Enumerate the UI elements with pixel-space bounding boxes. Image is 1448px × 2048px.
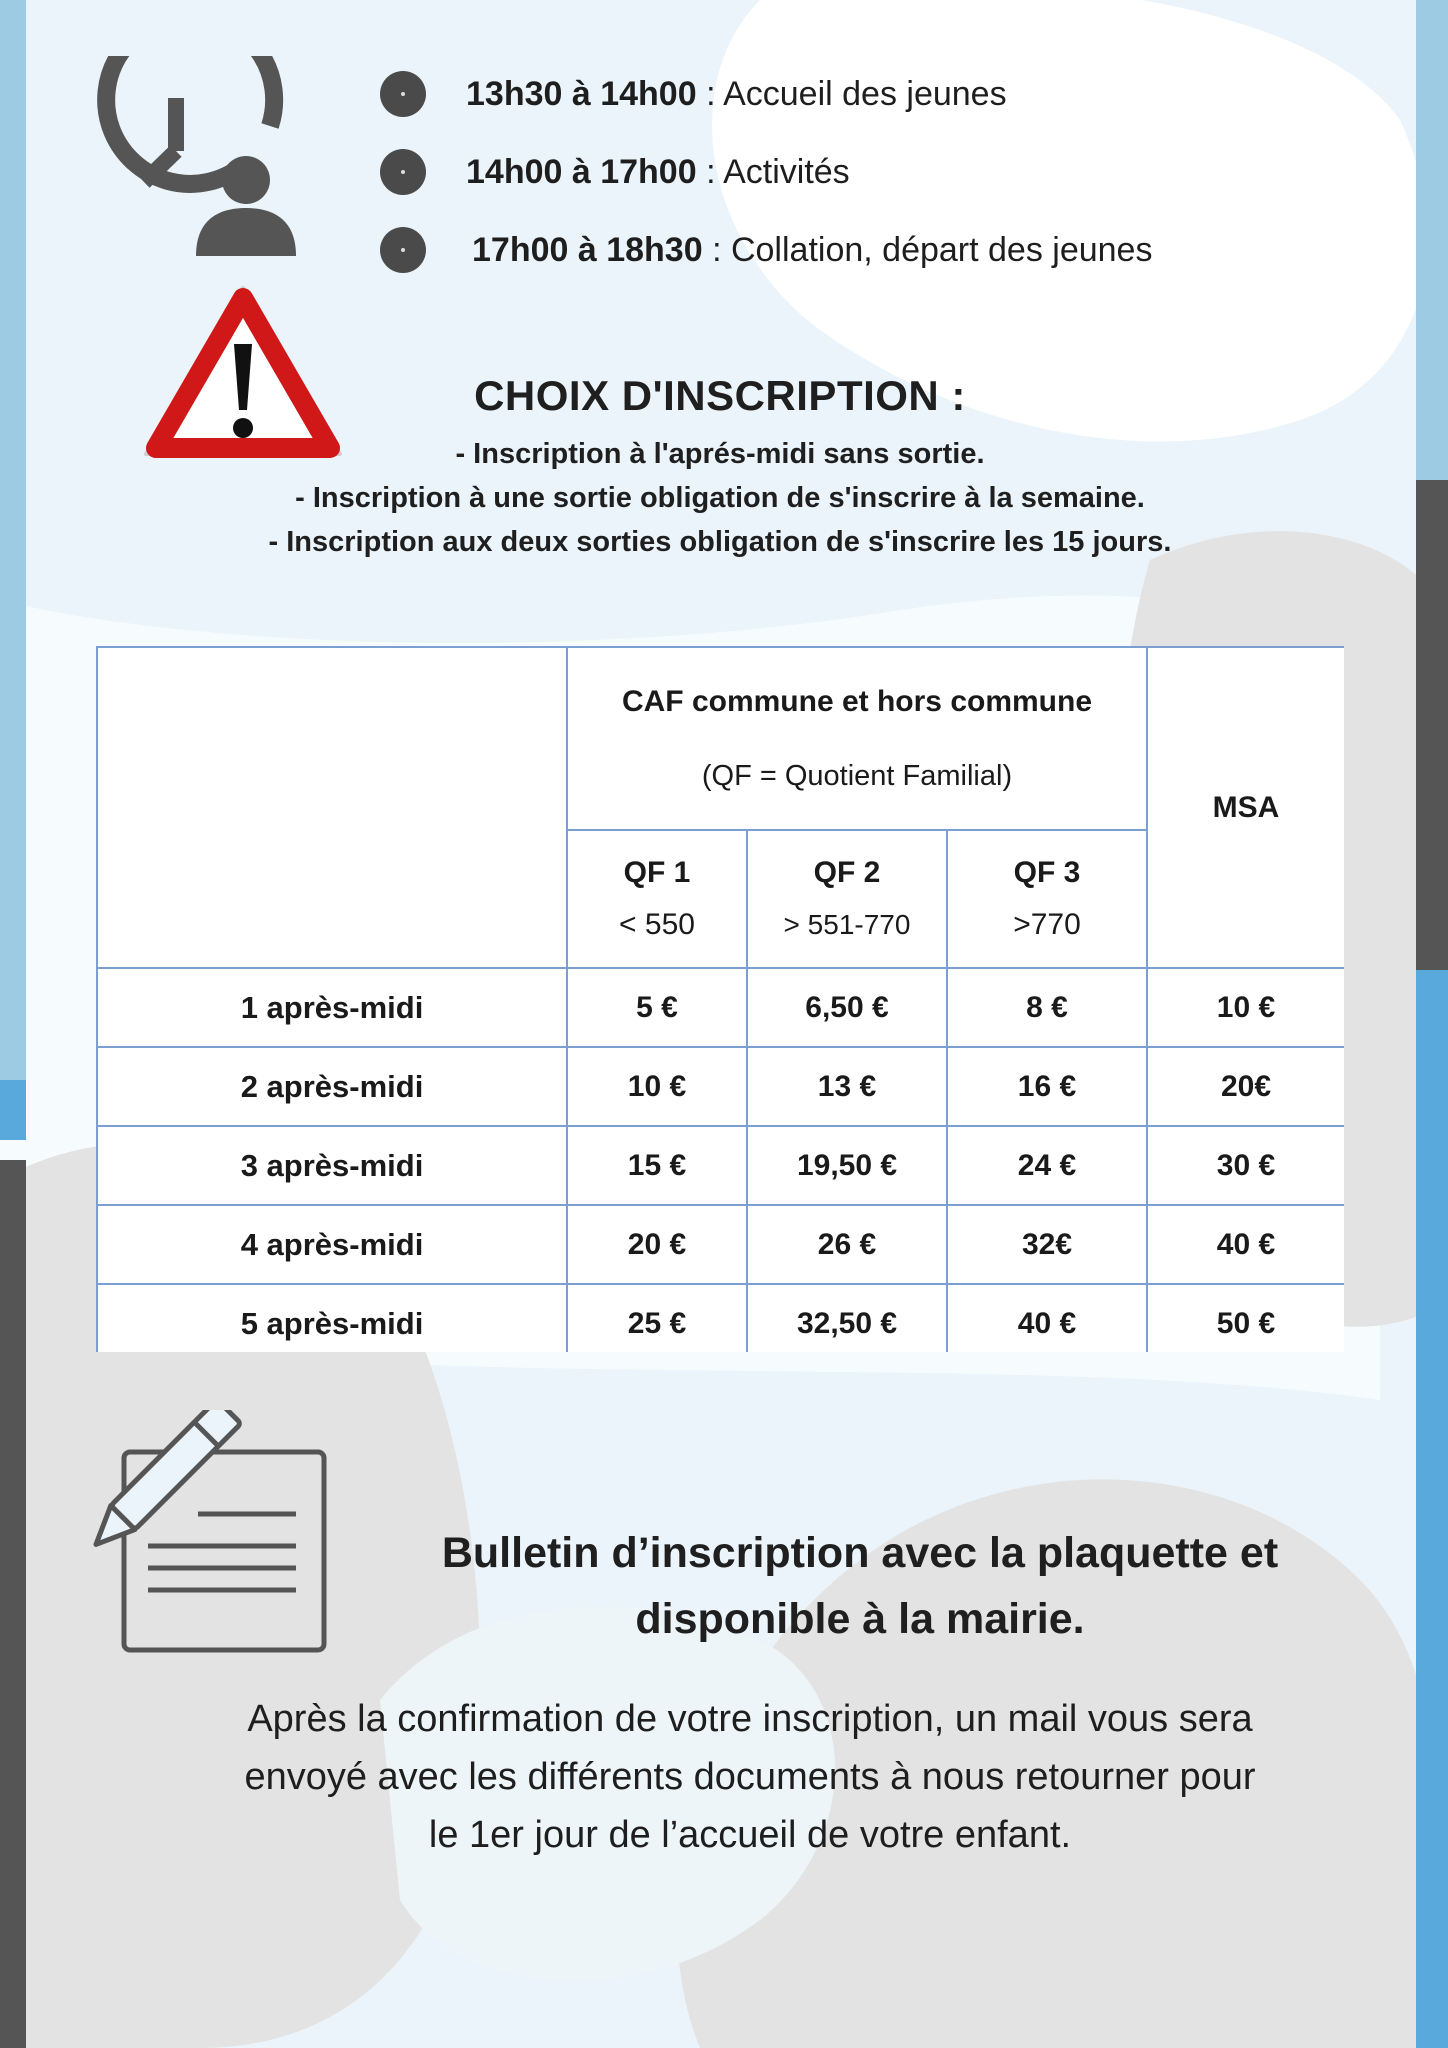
row-label: 3 après-midi	[97, 1126, 567, 1205]
schedule-text: 14h00 à 17h00 : Activités	[466, 152, 850, 191]
table-row	[97, 1126, 1344, 1205]
confirmation-text	[100, 1690, 1400, 1864]
price-cell: 26 €	[747, 1205, 947, 1284]
schedule-item	[380, 133, 1380, 211]
choix-title: CHOIX D'INSCRIPTION :	[474, 372, 966, 419]
price-cell: 32,50 €	[747, 1284, 947, 1352]
bullet-icon	[380, 227, 426, 273]
caf-header	[567, 647, 1147, 830]
bulletin-line: disponible à la mairie.	[635, 1595, 1085, 1643]
price-cell: 20€	[1147, 1047, 1344, 1126]
row-label: 1 après-midi	[97, 968, 567, 1047]
confirmation-line: le 1er jour de l’accueil de votre enfant.	[428, 1814, 1072, 1856]
bullet-icon	[380, 149, 426, 195]
price-cell: 6,50 €	[747, 968, 947, 1047]
schedule-item	[380, 211, 1380, 289]
caf-header-subtitle: (QF = Quotient Familial)	[701, 759, 1013, 792]
form-pencil-icon	[86, 1410, 332, 1656]
price-cell: 24 €	[947, 1126, 1147, 1205]
price-cell: 50 €	[1147, 1284, 1344, 1352]
confirmation-line: Après la confirmation de votre inscription, un mail vous sera	[247, 1698, 1253, 1740]
price-cell: 40 €	[947, 1284, 1147, 1352]
qf-range: < 550	[619, 908, 695, 941]
price-cell: 5 €	[567, 968, 747, 1047]
price-cell: 15 €	[567, 1126, 747, 1205]
row-label: 2 après-midi	[97, 1047, 567, 1126]
bulletin-info	[300, 1520, 1420, 1652]
schedule-text: 17h00 à 18h30 : Collation, départ des jeunes	[472, 230, 1153, 269]
caf-header-title: CAF commune et hors commune	[621, 684, 1093, 718]
price-table	[96, 646, 1344, 1352]
price-cell: 20 €	[567, 1205, 747, 1284]
qf3-header	[947, 830, 1147, 968]
price-cell: 10 €	[567, 1047, 747, 1126]
qf1-header	[567, 830, 747, 968]
qf-range: > 551-770	[783, 909, 911, 940]
price-cell: 30 €	[1147, 1126, 1344, 1205]
price-cell: 16 €	[947, 1047, 1147, 1126]
table-row	[97, 1205, 1344, 1284]
schedule-item	[380, 55, 1380, 133]
price-cell: 19,50 €	[747, 1126, 947, 1205]
table-row	[97, 968, 1344, 1047]
confirmation-line: envoyé avec les différents documents à nous retourner pour	[244, 1756, 1256, 1798]
price-cell: 13 €	[747, 1047, 947, 1126]
price-cell: 25 €	[567, 1284, 747, 1352]
registration-choices	[120, 372, 1320, 564]
price-cell: 32€	[947, 1205, 1147, 1284]
qf-range: >770	[1013, 908, 1081, 941]
row-label: 4 après-midi	[97, 1205, 567, 1284]
msa-header: MSA	[1147, 647, 1344, 968]
table-row	[97, 1047, 1344, 1126]
table-row	[97, 1284, 1344, 1352]
price-cell: 8 €	[947, 968, 1147, 1047]
bulletin-line: Bulletin d’inscription avec la plaquette et	[441, 1529, 1279, 1577]
price-cell: 40 €	[1147, 1205, 1344, 1284]
price-cell: 10 €	[1147, 968, 1344, 1047]
qf2-header	[747, 830, 947, 968]
choix-line: - Inscription aux deux sorties obligation de s'inscrire les 15 jours.	[268, 526, 1172, 558]
empty-header-cell	[97, 647, 567, 968]
clock-person-icon	[92, 56, 298, 260]
schedule-list	[380, 55, 1380, 289]
bullet-icon	[380, 71, 426, 117]
choix-line: - Inscription à l'aprés-midi sans sortie.	[455, 438, 985, 470]
row-label: 5 après-midi	[97, 1284, 567, 1352]
choix-line: - Inscription à une sortie obligation de s'inscrire à la semaine.	[295, 482, 1145, 514]
qf-name: QF 2	[813, 856, 881, 889]
qf-name: QF 3	[1013, 856, 1081, 889]
qf-name: QF 1	[623, 856, 691, 889]
schedule-text: 13h30 à 14h00 : Accueil des jeunes	[466, 74, 1007, 113]
